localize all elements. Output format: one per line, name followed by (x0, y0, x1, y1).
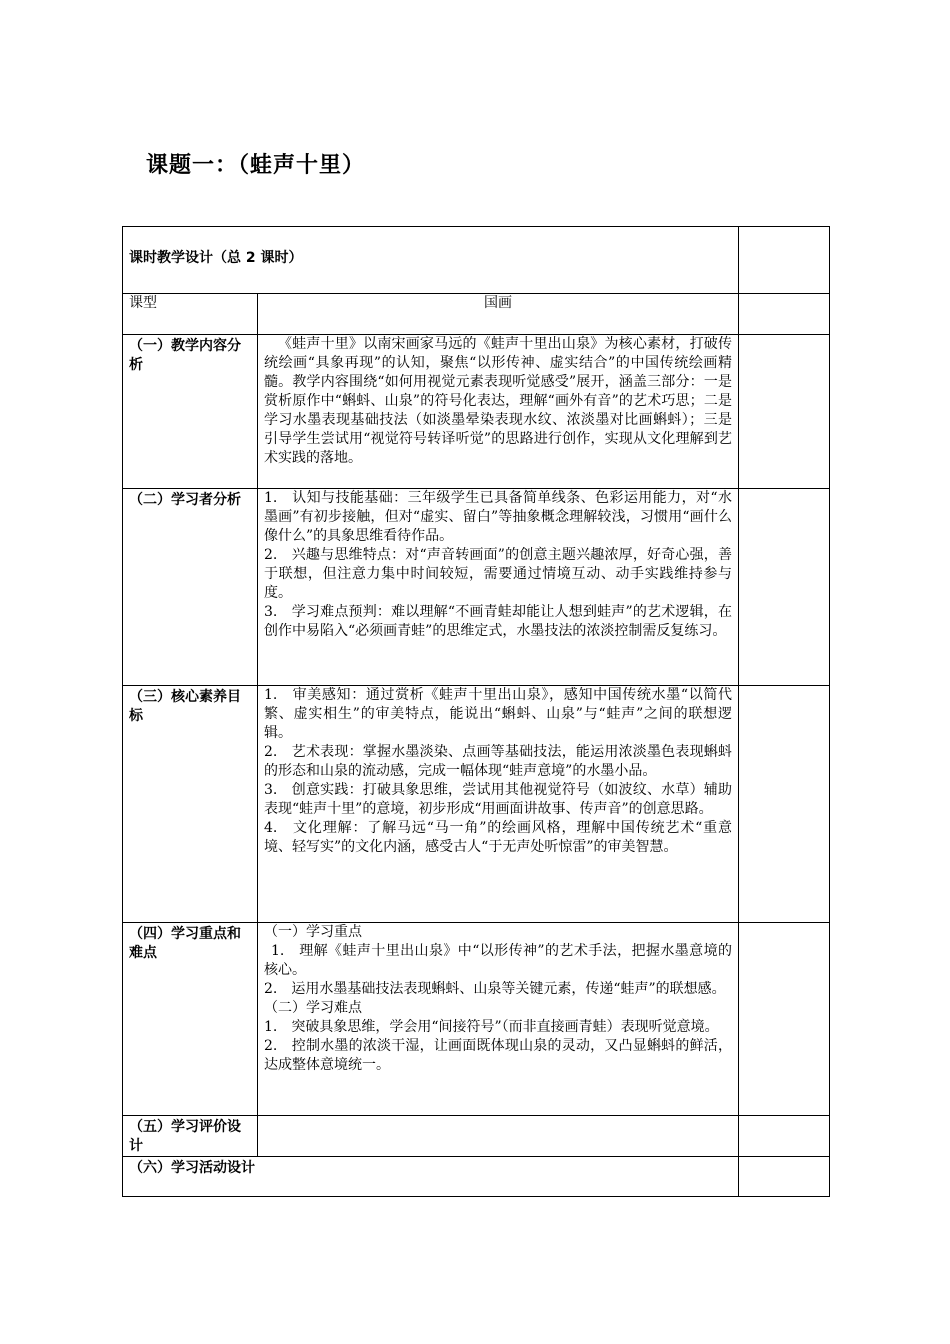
type-value: 国画 (258, 294, 739, 335)
paragraph: 3. 学习难点预判：难以理解“不画青蛙却能让人想到蛙声”的艺术逻辑，在创作中易陷入“必须画青蛙”的思维定式，水墨技法的浓淡控制需反复练习。 (264, 604, 732, 639)
blank-cell (739, 294, 830, 335)
section-row-3 (123, 686, 830, 923)
type-row (123, 294, 830, 335)
section-content (258, 489, 739, 686)
section-label: （三）核心素养目标 (123, 686, 258, 923)
section-row-2 (123, 489, 830, 686)
section-content (258, 923, 739, 1116)
section-row-1 (123, 335, 830, 489)
blank-cell (739, 227, 830, 294)
type-label: 课型 (123, 294, 258, 335)
paragraph: 4. 文化理解：了解马远“马一角”的绘画风格，理解中国传统艺术“重意境、轻写实”的文化内涵，感受古人“于无声处听惊雷”的审美智慧。 (264, 820, 732, 855)
paragraph: （一）学习重点 (264, 924, 362, 940)
table-header-row (123, 227, 830, 294)
footer-row (123, 1157, 830, 1197)
blank-cell (739, 1157, 830, 1197)
section-label: （五）学习评价设计 (123, 1116, 258, 1157)
table-header-cell: 课时教学设计（总 2 课时） (123, 227, 739, 294)
paragraph: 1. 理解《蛙声十里出山泉》中“以形传神”的艺术手法，把握水墨意境的核心。 (264, 943, 732, 978)
blank-cell (739, 923, 830, 1116)
paragraph: 2. 艺术表现：掌握水墨淡染、点画等基础技法，能运用浓淡墨色表现蝌蚪的形态和山泉的流动感，完成一幅体现“蛙声意境”的水墨小品。 (264, 744, 732, 779)
paragraph: 《蛙声十里》以南宋画家马远的《蛙声十里出山泉》为核心素材，打破传统绘画“具象再现”的认知，聚焦“以形传神、虚实结合”的中国传统绘画精髓。教学内容围绕“如何用视觉元素表现听觉感受”展开，涵盖三部分：一是赏析原作中“蝌蚪、山泉”的符号化表达，理解“画外有音”的艺术巧思；二是学习水墨表现基础技法（如淡墨晕染表现水纹、浓淡墨对比画蝌蚪）；三是引导学生尝试用“视觉符号转译听觉”的思路进行创作，实现从文化理解到艺术实践的落地。 (264, 336, 732, 466)
blank-cell (739, 489, 830, 686)
lesson-plan-table (122, 226, 830, 1197)
section-content (258, 1116, 739, 1157)
paragraph: 2. 运用水墨基础技法表现蝌蚪、山泉等关键元素，传递“蛙声”的联想感。 (264, 981, 726, 997)
blank-cell (739, 686, 830, 923)
blank-cell (739, 335, 830, 489)
section-label: （六）学习活动设计 (123, 1157, 739, 1197)
paragraph: 1. 审美感知：通过赏析《蛙声十里出山泉》，感知中国传统水墨“以简代繁、虚实相生”的审美特点，能说出“蝌蚪、山泉”与“蛙声”之间的联想逻辑。 (264, 687, 732, 741)
paragraph: 3. 创意实践：打破具象思维，尝试用其他视觉符号（如波纹、水草）辅助表现“蛙声十里”的意境，初步形成“用画面讲故事、传声音”的创意思路。 (264, 782, 732, 817)
section-label: （二）学习者分析 (123, 489, 258, 686)
paragraph: 2. 控制水墨的浓淡干湿，让画面既体现山泉的灵动，又凸显蝌蚪的鲜活，达成整体意境统一。 (264, 1038, 732, 1073)
page-title: 课题一：（蛙声十里） (146, 153, 366, 178)
section-row-5 (123, 1116, 830, 1157)
paragraph: 1. 认知与技能基础：三年级学生已具备简单线条、色彩运用能力，对“水墨画”有初步接触，但对“虚实、留白”等抽象概念理解较浅，习惯用“画什么像什么”的具象思维看待作品。 (264, 490, 732, 544)
paragraph: （二）学习难点 (264, 1000, 362, 1016)
paragraph: 2. 兴趣与思维特点：对“声音转画面”的创意主题兴趣浓厚，好奇心强，善于联想，但注意力集中时间较短，需要通过情境互动、动手实践维持参与度。 (264, 547, 732, 601)
section-label: （一）教学内容分析 (123, 335, 258, 489)
section-label: （四）学习重点和难点 (123, 923, 258, 1116)
section-content (258, 686, 739, 923)
paragraph: 1. 突破具象思维，学会用“间接符号”（而非直接画青蛙）表现听觉意境。 (264, 1019, 719, 1035)
section-content (258, 335, 739, 489)
blank-cell (739, 1116, 830, 1157)
section-row-4 (123, 923, 830, 1116)
